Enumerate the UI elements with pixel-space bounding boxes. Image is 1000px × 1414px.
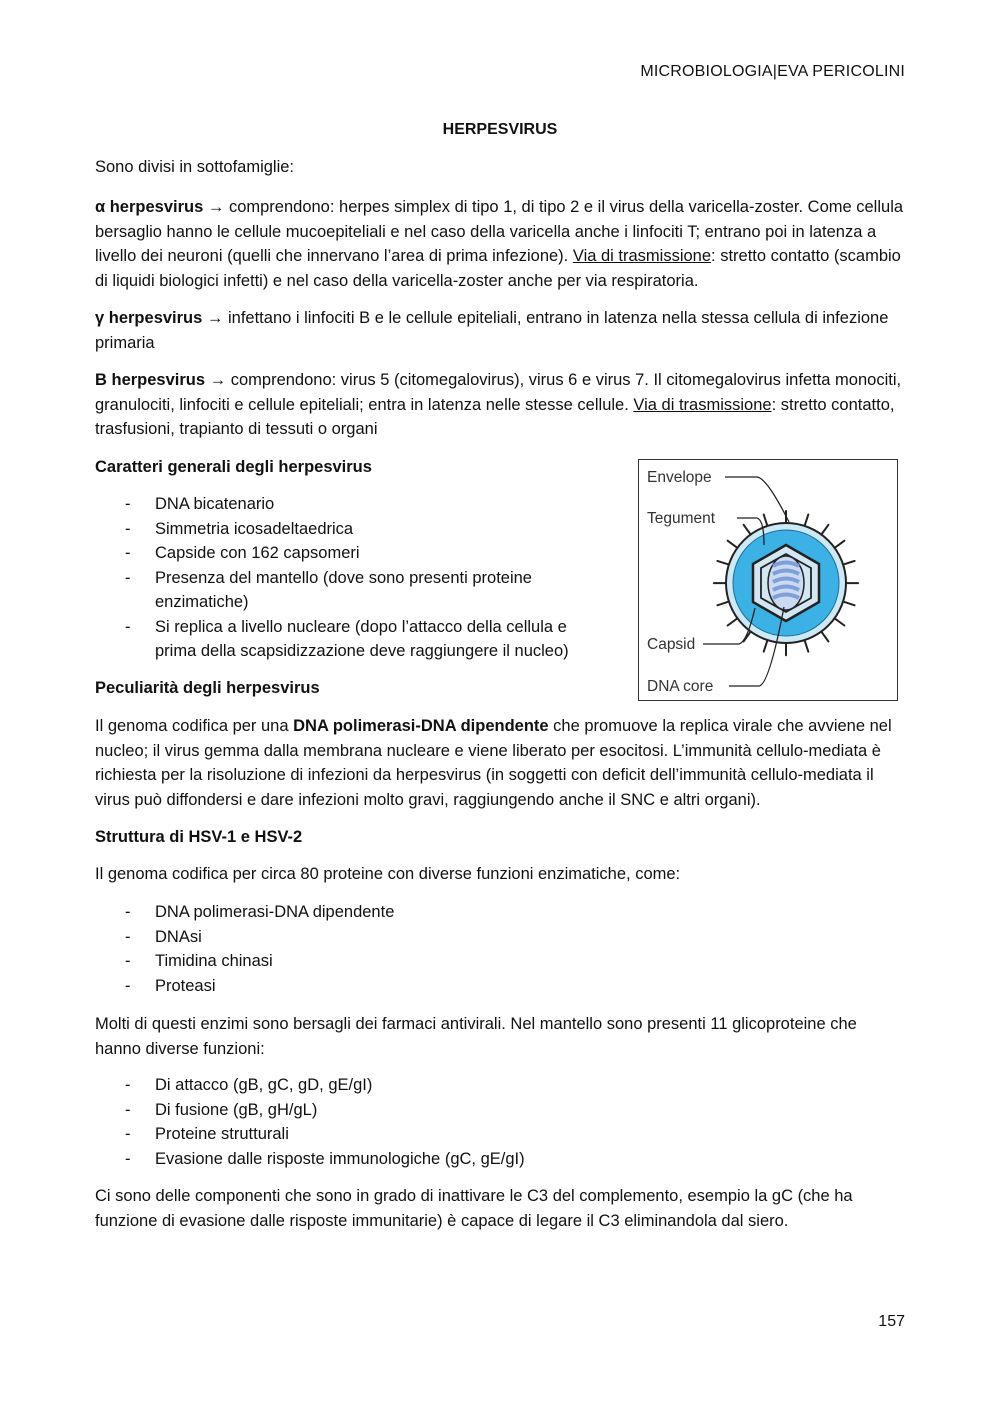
list-item: - DNA bicatenario (95, 492, 595, 517)
arrow-icon: → (209, 371, 227, 389)
beta-name: B herpesvirus (95, 371, 206, 389)
struttura-heading: Struttura di HSV-1 e HSV-2 (95, 828, 303, 846)
list-item: - Si replica a livello nucleare (dopo l’attacco della cellula e prima della scapsidizzazione deve raggiungere il nucleo) (95, 615, 595, 664)
peculiarita-text: Il genoma codifica per una (95, 717, 294, 735)
virus-structure-diagram (639, 460, 897, 700)
beta-text: comprendono: virus 5 (citomegalovirus), virus 6 e virus 7. Il citomegalovirus infetta monociti, granulociti, linfociti e cellule epiteliali; entra in latenza nelle stesse cellule. (95, 371, 902, 414)
beta-via-label: Via di trasmissione (633, 395, 772, 414)
list-item: - Proteine strutturali (95, 1122, 907, 1147)
tegument-label: Tegument (647, 510, 716, 527)
alpha-text-end: : stretto contatto (scambio di liquidi biologici infetti) e nel caso della varicella-zoster anche per via respiratoria. (95, 247, 901, 290)
list-item: - Presenza del mantello (dove sono presenti proteine enzimatiche) (95, 566, 595, 615)
peculiarita-bold: DNA polimerasi-DNA dipendente (293, 717, 549, 735)
list-item: - Timidina chinasi (95, 949, 907, 974)
list-item: - Capside con 162 capsomeri (95, 541, 595, 566)
peculiarita-paragraph (95, 714, 907, 812)
page-header: MICROBIOLOGIA|EVA PERICOLINI (640, 63, 905, 80)
alpha-paragraph (95, 195, 907, 293)
alpha-name: α herpesvirus (95, 198, 204, 216)
alpha-text: comprendono: herpes simplex di tipo 1, di tipo 2 e il virus della varicella-zoster. Come cellula bersaglio hanno le cellule mucoepiteliali e nel caso della varicella anche i linfociti T; entrano poi in latenza a livello dei neuroni (quelli che innervano l’area di prima infezione). (95, 198, 904, 265)
page-title: HERPESVIRUS (442, 121, 558, 138)
enzimi-list (95, 1073, 907, 1171)
gamma-name: γ herpesvirus (95, 309, 203, 327)
enzimi-text: Molti di questi enzimi sono bersagli dei farmaci antivirali. Nel mantello sono presenti 11 glicoproteine che hanno diverse funzioni: (95, 1015, 857, 1058)
peculiarita-text-end: che promuove la replica virale che avviene nel nucleo; il virus gemma dalla membrana nucleare e viene liberato per esocitosi. L’immunità cellulo-mediata è richiesta per la risoluzione di infezioni da herpesvirus (in soggetti con deficit dell’immunità cellulo-mediata il virus può diffondersi e dare infezioni molto gravi, raggiungendo anche il SNC e altri organi). (95, 717, 892, 809)
list-item: - DNAsi (95, 925, 907, 950)
beta-paragraph (95, 368, 907, 442)
gamma-paragraph (95, 306, 907, 355)
struttura-list (95, 900, 907, 998)
alpha-via-label: Via di trasmissione (572, 247, 712, 265)
dna-core-label: DNA core (647, 678, 714, 695)
list-item: - Simmetria icosadeltaedrica (95, 517, 595, 542)
conclusione-text: Ci sono delle componenti che sono in grado di inattivare le C3 del complemento, esempio la gC (che ha funzione di evasione dalle risposte immunitarie) è capace di legare il C3 eliminandola dal siero. (95, 1187, 853, 1230)
caratteri-heading: Caratteri generali degli herpesvirus (95, 458, 372, 476)
beta-text-end: : stretto contatto, trasfusioni, trapianto di tessuti o organi (95, 395, 895, 438)
arrow-icon: → (206, 309, 224, 327)
capsid-label: Capsid (647, 636, 696, 653)
list-item: - DNA polimerasi-DNA dipendente (95, 900, 907, 925)
list-item: - Di fusione (gB, gH/gL) (95, 1098, 907, 1123)
page-number: 157 (878, 1313, 905, 1330)
list-item: - Di attacco (gB, gC, gD, gE/gI) (95, 1073, 907, 1098)
peculiarita-heading: Peculiarità degli herpesvirus (95, 679, 320, 697)
list-item: - Proteasi (95, 974, 907, 999)
intro-text: Sono divisi in sottofamiglie: (95, 158, 295, 176)
herpesvirus-diagram (638, 459, 898, 701)
arrow-icon: → (207, 198, 225, 216)
list-item: - Evasione dalle risposte immunologiche (gC, gE/gI) (95, 1147, 907, 1172)
struttura-text: Il genoma codifica per circa 80 proteine con diverse funzioni enzimatiche, come: (95, 865, 681, 883)
envelope-label: Envelope (647, 469, 712, 486)
caratteri-list (95, 492, 595, 664)
gamma-text: infettano i linfociti B e le cellule epiteliali, entrano in latenza nella stessa cellula di infezione primaria (95, 309, 889, 352)
